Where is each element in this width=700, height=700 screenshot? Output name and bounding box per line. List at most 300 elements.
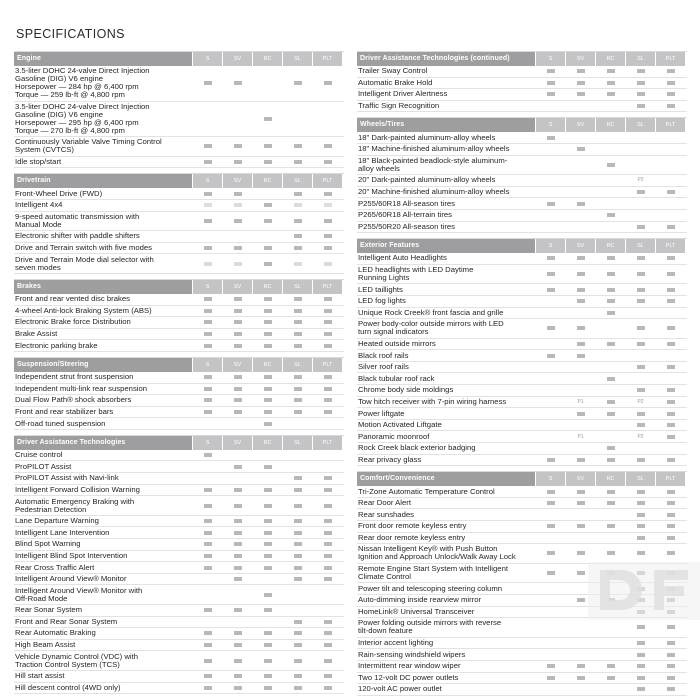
trim-column-header: SV — [223, 52, 252, 66]
standard-mark — [637, 551, 645, 555]
feature-label: Silver roof rails — [358, 362, 409, 372]
standard-mark — [324, 309, 332, 313]
trim-cell — [596, 649, 625, 660]
trim-cell — [283, 243, 312, 254]
trim-cell — [283, 683, 312, 694]
trim-cell — [536, 175, 565, 186]
trim-cell — [656, 308, 685, 319]
trim-cell — [253, 473, 282, 484]
standard-mark — [234, 643, 242, 647]
trim-cell — [313, 102, 342, 137]
spec-row — [14, 407, 344, 419]
trim-cell — [656, 89, 685, 100]
spec-row — [357, 397, 687, 409]
standard-mark — [294, 297, 302, 301]
standard-mark — [324, 659, 332, 663]
trim-cell — [566, 265, 595, 284]
trim-cell — [596, 66, 625, 77]
trim-cell — [313, 562, 342, 573]
spec-row — [14, 294, 344, 306]
trim-column-header: SL — [283, 280, 312, 294]
trim-cell — [193, 137, 222, 156]
standard-mark — [264, 465, 272, 469]
trim-cell — [656, 373, 685, 384]
feature-label: Vehicle Dynamic Control (VDC) with Traction Control System (TCS) — [15, 651, 139, 669]
feature-label: Power liftgate — [358, 408, 405, 418]
standard-mark — [264, 144, 272, 148]
feature-label: Brake Assist — [15, 329, 58, 339]
trim-cell — [253, 200, 282, 211]
section-title: Driver Assistance Technologies — [14, 436, 192, 450]
section-header — [14, 173, 344, 188]
standard-mark — [547, 676, 555, 680]
trim-cell — [656, 284, 685, 295]
trim-cell — [656, 144, 685, 155]
spec-row — [357, 187, 687, 199]
package-code: P2 — [637, 398, 644, 405]
standard-mark — [667, 501, 675, 505]
trim-cell — [566, 362, 595, 373]
trim-cell — [656, 78, 685, 89]
standard-mark — [547, 256, 555, 260]
spec-row — [14, 485, 344, 497]
standard-mark — [324, 81, 332, 85]
trim-cell — [253, 585, 282, 604]
spec-row — [14, 585, 344, 605]
standard-mark — [324, 577, 332, 581]
standard-mark — [324, 192, 332, 196]
trim-column-header: RC — [596, 472, 625, 486]
spec-section — [14, 279, 344, 357]
trim-cell — [656, 296, 685, 307]
spec-row — [357, 420, 687, 432]
trim-cell — [253, 329, 282, 340]
trim-cell — [283, 605, 312, 616]
package-code: P2 — [637, 433, 644, 440]
trim-cell — [656, 198, 685, 209]
standard-mark — [547, 501, 555, 505]
trim-column-header: PLT — [313, 52, 342, 66]
trim-cell — [283, 329, 312, 340]
standard-mark — [264, 488, 272, 492]
standard-mark — [234, 686, 242, 690]
trim-cell — [193, 395, 222, 406]
standard-mark — [667, 81, 675, 85]
trim-cell — [223, 585, 252, 604]
trim-cell — [566, 210, 595, 221]
trim-cell — [596, 78, 625, 89]
feature-label: Intermittent rear window wiper — [358, 661, 461, 671]
trim-cell — [313, 137, 342, 156]
trim-cell — [313, 640, 342, 651]
package-code: P2 — [637, 177, 644, 184]
trim-column-header: SL — [283, 174, 312, 188]
trim-cell — [313, 66, 342, 101]
trim-cell — [566, 339, 595, 350]
feature-label: Blind Spot Warning — [15, 539, 81, 549]
standard-mark — [667, 365, 675, 369]
trim-cell — [626, 253, 655, 264]
trim-cell — [536, 397, 565, 408]
standard-mark — [667, 388, 675, 392]
trim-cell — [596, 132, 625, 143]
trim-cell — [656, 132, 685, 143]
spec-row — [14, 340, 344, 352]
standard-mark — [294, 531, 302, 535]
trim-cell — [596, 222, 625, 233]
trim-column-header: SL — [283, 358, 312, 372]
feature-label: Rain-sensing windshield wipers — [358, 649, 466, 659]
trim-column-header: S — [193, 52, 222, 66]
trim-cell — [536, 66, 565, 77]
trim-cell — [536, 509, 565, 520]
trim-cell — [223, 329, 252, 340]
spec-row — [14, 306, 344, 318]
trim-cell — [536, 521, 565, 532]
feature-label: Front door remote keyless entry — [358, 521, 467, 531]
optional-mark — [324, 262, 332, 266]
standard-mark — [637, 536, 645, 540]
standard-mark — [234, 81, 242, 85]
standard-mark — [667, 225, 675, 229]
trim-cell — [536, 362, 565, 373]
trim-cell — [223, 254, 252, 273]
trim-cell — [253, 527, 282, 538]
standard-mark — [324, 631, 332, 635]
spec-row — [14, 671, 344, 683]
feature-label: Drive and Terrain Mode dial selector with seven modes — [15, 254, 154, 272]
trim-cell — [223, 384, 252, 395]
standard-mark — [324, 375, 332, 379]
trim-cell — [283, 617, 312, 628]
trim-cell — [313, 617, 342, 628]
standard-mark — [324, 542, 332, 546]
trim-cell — [596, 265, 625, 284]
standard-mark — [234, 375, 242, 379]
trim-cell — [536, 265, 565, 284]
trim-column-header: PLT — [656, 52, 685, 66]
feature-label: 18" Dark-painted aluminum-alloy wheels — [358, 132, 496, 142]
feature-label: Rear Automatic Braking — [15, 628, 96, 638]
standard-mark — [294, 504, 302, 508]
feature-label: Front and rear vented disc brakes — [15, 294, 130, 304]
trim-cell — [536, 649, 565, 660]
trim-cell — [626, 284, 655, 295]
standard-mark — [577, 412, 585, 416]
spec-row — [14, 683, 344, 695]
trim-cell — [596, 408, 625, 419]
trim-column-header: SV — [566, 472, 595, 486]
trim-cell — [656, 486, 685, 497]
trim-cell — [253, 450, 282, 461]
trim-cell — [223, 461, 252, 472]
feature-label: Electronic shifter with paddle shifters — [15, 231, 140, 241]
trim-cell — [566, 455, 595, 466]
trim-cell — [536, 661, 565, 672]
standard-mark — [637, 676, 645, 680]
feature-label: Intelligent Blind Spot Intervention — [15, 550, 128, 560]
standard-mark — [234, 387, 242, 391]
spec-row — [14, 137, 344, 157]
spec-row — [14, 605, 344, 617]
trim-cell — [626, 443, 655, 454]
trim-cell — [656, 509, 685, 520]
standard-mark — [577, 458, 585, 462]
spec-row — [357, 362, 687, 374]
feature-label: Cruise control — [15, 450, 63, 460]
trim-cell — [193, 212, 222, 231]
trim-cell — [596, 89, 625, 100]
standard-mark — [324, 144, 332, 148]
standard-mark — [577, 92, 585, 96]
standard-mark — [667, 342, 675, 346]
trim-cell — [313, 306, 342, 317]
trim-cell — [193, 418, 222, 429]
trim-cell — [313, 539, 342, 550]
standard-mark — [294, 246, 302, 250]
feature-label: Idle stop/start — [15, 157, 62, 167]
trim-cell — [223, 527, 252, 538]
spec-row — [14, 527, 344, 539]
package-code: P1 — [577, 433, 584, 440]
spec-row — [357, 684, 687, 696]
spec-row — [357, 443, 687, 455]
trim-cell — [223, 516, 252, 527]
trim-cell — [283, 640, 312, 651]
trim-cell — [193, 617, 222, 628]
trim-cell — [656, 521, 685, 532]
standard-mark — [324, 219, 332, 223]
trim-cell — [656, 362, 685, 373]
standard-mark — [204, 608, 212, 612]
trim-cell — [566, 132, 595, 143]
trim-cell — [193, 585, 222, 604]
trim-cell — [223, 496, 252, 515]
standard-mark — [204, 453, 212, 457]
standard-mark — [547, 288, 555, 292]
feature-label: Intelligent Auto Headlights — [358, 253, 447, 263]
trim-cell — [656, 455, 685, 466]
standard-mark — [204, 219, 212, 223]
standard-mark — [234, 219, 242, 223]
trim-cell — [626, 175, 655, 186]
standard-mark — [667, 92, 675, 96]
standard-mark — [204, 320, 212, 324]
trim-cell — [193, 496, 222, 515]
trim-cell — [193, 574, 222, 585]
trim-cell — [656, 101, 685, 112]
feature-label: Nissan Intelligent Key® with Push Button Ignition and Approach Unlock/Walk Away Lock — [358, 544, 516, 562]
standard-mark — [264, 554, 272, 558]
trim-cell — [223, 200, 252, 211]
feature-label: Unique Rock Creek® front fascia and grille — [358, 307, 504, 317]
standard-mark — [667, 524, 675, 528]
standard-mark — [204, 410, 212, 414]
standard-mark — [667, 256, 675, 260]
trim-cell — [566, 408, 595, 419]
trim-cell — [596, 253, 625, 264]
trim-cell — [283, 395, 312, 406]
feature-label: Intelligent Around View® Monitor with Off-Road Mode — [15, 585, 143, 603]
standard-mark — [294, 219, 302, 223]
standard-mark — [637, 412, 645, 416]
trim-cell — [253, 254, 282, 273]
trim-cell — [596, 187, 625, 198]
trim-cell — [566, 296, 595, 307]
trim-column-header: SV — [223, 436, 252, 450]
spec-row — [14, 395, 344, 407]
trim-column-header: SL — [283, 52, 312, 66]
trim-cell — [253, 243, 282, 254]
trim-cell — [656, 533, 685, 544]
trim-cell — [283, 306, 312, 317]
spec-row — [14, 188, 344, 200]
standard-mark — [264, 309, 272, 313]
trim-cell — [566, 101, 595, 112]
standard-mark — [637, 388, 645, 392]
trim-column-header: SV — [566, 239, 595, 253]
standard-mark — [294, 160, 302, 164]
feature-label: Black tubular roof rack — [358, 373, 435, 383]
spec-row — [357, 144, 687, 156]
standard-mark — [667, 676, 675, 680]
spec-row — [14, 200, 344, 212]
trim-cell — [283, 317, 312, 328]
standard-mark — [637, 458, 645, 462]
spec-row — [357, 222, 687, 234]
standard-mark — [234, 519, 242, 523]
trim-column-header: S — [536, 239, 565, 253]
feature-label: ProPILOT Assist — [15, 461, 72, 471]
trim-cell — [566, 431, 595, 442]
feature-label: Black roof rails — [358, 350, 409, 360]
feature-label: Intelligent Forward Collision Warning — [15, 484, 140, 494]
trim-cell — [596, 521, 625, 532]
standard-mark — [234, 144, 242, 148]
trim-cell — [193, 651, 222, 670]
trim-cell — [566, 222, 595, 233]
trim-cell — [626, 187, 655, 198]
spec-row — [357, 89, 687, 101]
trim-cell — [656, 175, 685, 186]
trim-cell — [536, 253, 565, 264]
trim-cell — [223, 157, 252, 168]
spec-row — [357, 265, 687, 285]
standard-mark — [264, 542, 272, 546]
feature-label: Continuously Variable Valve Timing Control System (CVTCS) — [15, 137, 162, 155]
section-header — [357, 471, 687, 486]
trim-cell — [566, 638, 595, 649]
feature-label: Electronic Brake force Distribution — [15, 317, 131, 327]
standard-mark — [637, 69, 645, 73]
standard-mark — [324, 410, 332, 414]
trim-cell — [283, 102, 312, 137]
spec-row — [357, 132, 687, 144]
standard-mark — [637, 490, 645, 494]
standard-mark — [234, 297, 242, 301]
trim-cell — [566, 156, 595, 175]
trim-cell — [193, 157, 222, 168]
trim-cell — [536, 308, 565, 319]
standard-mark — [637, 225, 645, 229]
trim-cell — [536, 564, 565, 583]
trim-cell — [566, 308, 595, 319]
standard-mark — [204, 659, 212, 663]
spec-row — [357, 521, 687, 533]
trim-column-header: PLT — [313, 280, 342, 294]
feature-label: Automatic Emergency Braking with Pedestrian Detection — [15, 496, 135, 514]
section-header — [14, 357, 344, 372]
feature-label: Off-road tuned suspension — [15, 418, 106, 428]
standard-mark — [577, 676, 585, 680]
spec-row — [357, 319, 687, 339]
trim-cell — [193, 407, 222, 418]
standard-mark — [547, 664, 555, 668]
feature-label: Heated outside mirrors — [358, 338, 436, 348]
trim-cell — [566, 373, 595, 384]
standard-mark — [637, 664, 645, 668]
trim-cell — [536, 101, 565, 112]
feature-label: High Beam Assist — [15, 640, 76, 650]
feature-label: Rear Sonar System — [15, 605, 83, 615]
standard-mark — [607, 524, 615, 528]
trim-cell — [223, 551, 252, 562]
feature-label: Intelligent 4x4 — [15, 200, 63, 210]
trim-cell — [626, 362, 655, 373]
standard-mark — [324, 674, 332, 678]
spec-row — [14, 516, 344, 528]
feature-label: Intelligent Driver Alertness — [358, 89, 448, 99]
standard-mark — [637, 524, 645, 528]
trim-cell — [626, 101, 655, 112]
standard-mark — [264, 566, 272, 570]
trim-cell — [253, 671, 282, 682]
trim-cell — [536, 498, 565, 509]
trim-cell — [253, 617, 282, 628]
standard-mark — [204, 686, 212, 690]
trim-cell — [566, 319, 595, 338]
trim-cell — [223, 306, 252, 317]
feature-label: Tri-Zone Automatic Temperature Control — [358, 486, 495, 496]
trim-cell — [536, 222, 565, 233]
spec-row — [14, 231, 344, 243]
trim-cell — [193, 231, 222, 242]
standard-mark — [264, 686, 272, 690]
trim-cell — [283, 628, 312, 639]
feature-label: Electronic parking brake — [15, 340, 98, 350]
spec-row — [357, 498, 687, 510]
standard-mark — [637, 326, 645, 330]
section-title: Engine — [14, 52, 192, 66]
section-title: Exterior Features — [357, 239, 535, 253]
standard-mark — [234, 465, 242, 469]
trim-cell — [536, 296, 565, 307]
spec-row — [357, 486, 687, 498]
trim-cell — [626, 684, 655, 695]
trim-cell — [626, 673, 655, 684]
trim-cell — [313, 372, 342, 383]
trim-cell — [283, 212, 312, 231]
standard-mark — [234, 309, 242, 313]
trim-cell — [253, 605, 282, 616]
trim-cell — [566, 498, 595, 509]
trim-cell — [313, 651, 342, 670]
feature-label: Power body-color outside mirrors with LED turn signal indicators — [358, 319, 504, 337]
spec-row — [357, 533, 687, 545]
trim-cell — [536, 486, 565, 497]
trim-cell — [626, 661, 655, 672]
trim-cell — [313, 188, 342, 199]
